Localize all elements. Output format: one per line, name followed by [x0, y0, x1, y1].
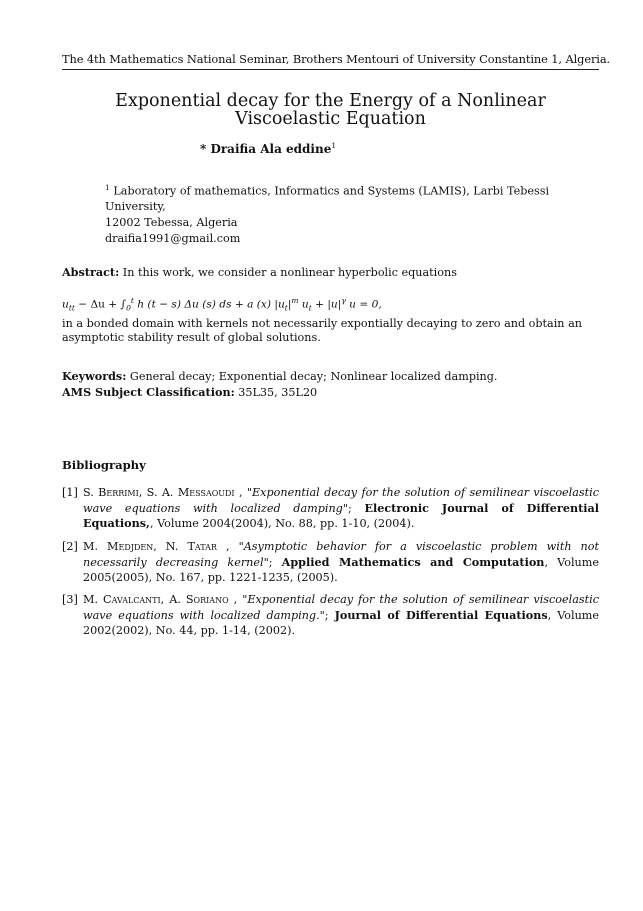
ams-text: 35L35, 35L20	[238, 385, 318, 399]
eq-sup: m	[291, 295, 299, 305]
bib-mid: ;	[324, 608, 335, 622]
bib-entry	[62, 486, 599, 532]
bib-number: [3]	[62, 593, 78, 607]
bib-details: , Volume 2002(2002), No. 44, pp. 1-14, (2002).	[83, 608, 600, 637]
eq-part: h (t − s) Δu (s) ds + a (x) |u	[133, 298, 285, 311]
bib-mid: ;	[268, 555, 282, 569]
affiliation-line-2: 12002 Tebessa, Algeria	[105, 215, 238, 229]
bib-details: , Volume 2005(2005), No. 167, pp. 1221-1235, (2005).	[83, 555, 599, 584]
title-line-1: Exponential decay for the Energy of a Nonlinear	[115, 91, 546, 111]
bib-authors: M. Cavalcanti, A. Soriano	[83, 593, 229, 607]
bibliography-heading: Bibliography	[62, 458, 146, 472]
affiliation-institution: Laboratory of mathematics, Informatics and Systems (LAMIS), Larbi Tebessi University,	[105, 184, 550, 214]
eq-part: u	[298, 298, 309, 311]
eq-part: − Δu + ∫	[74, 298, 127, 311]
eq-sup: γ	[341, 295, 346, 305]
abstract-intro: In this work, we consider a nonlinear hyperbolic equations	[122, 266, 457, 279]
keywords-label: Keywords:	[62, 369, 127, 383]
keywords-block	[62, 369, 599, 400]
main-equation	[62, 294, 599, 316]
bib-separator: ,	[216, 540, 239, 554]
bib-entry	[62, 540, 599, 585]
abstract	[62, 265, 599, 346]
eq-sub: tt	[68, 303, 75, 313]
bib-separator: ,	[234, 486, 247, 499]
bib-title: "Exponential decay for the solution of semilinear viscoelastic wave equations with localized damping"	[83, 486, 600, 515]
bib-number: [1]	[62, 486, 78, 499]
bib-mid: ;	[348, 501, 365, 515]
eq-part: u	[62, 298, 69, 311]
bib-journal: Journal of Differential Equations	[334, 607, 548, 622]
affiliation-email: draifia1991@gmail.com	[105, 231, 241, 245]
keywords-line	[62, 369, 599, 385]
header-rule	[62, 69, 599, 70]
ams-label: AMS Subject Classification:	[62, 384, 235, 399]
affiliation-mark: 1	[105, 183, 110, 192]
eq-int-upper: t	[130, 295, 134, 305]
bib-authors: M. Medjden, N. Tatar	[83, 540, 217, 554]
eq-sub: t	[284, 303, 288, 313]
eq-part: u = 0,	[345, 298, 382, 311]
eq-sub: t	[308, 303, 312, 313]
keywords-text: General decay; Exponential decay; Nonlinear localized damping.	[129, 370, 498, 383]
bib-entry	[62, 593, 599, 638]
eq-int-lower: 0	[126, 303, 131, 313]
bib-separator: ,	[228, 593, 243, 607]
ams-line	[62, 385, 599, 401]
abstract-intro-line	[62, 265, 599, 281]
bib-number: [2]	[62, 540, 78, 554]
bib-details: , Volume 2004(2004), No. 88, pp. 1-10, (2004).	[149, 517, 415, 531]
bib-journal: Electronic Journal of Differential Equations,	[83, 500, 599, 531]
author-text: * Draifia Ala eddine	[200, 142, 332, 156]
bibliography-list	[62, 486, 599, 646]
abstract-label: Abstract:	[62, 265, 120, 279]
abstract-body: in a bonded domain with kernels not necessarily expontially decaying to zero and obtain an asymptotic stability result of global solutions.	[62, 316, 582, 345]
eq-part: + |u|	[311, 298, 342, 311]
running-header: The 4th Mathematics National Seminar, Brothers Mentouri of University Constantine 1, Algeria.	[62, 52, 611, 66]
title-line-2: Viscoelastic Equation	[235, 109, 426, 129]
bib-journal: Applied Mathematics and Computation	[281, 554, 545, 569]
bib-title: "Asymptotic behavior for a viscoelastic problem with not necessarily decreasing kernel"	[83, 540, 599, 569]
bib-title: "Exponential decay for the solution of semilinear viscoelastic wave equations with localized damping."	[83, 593, 599, 622]
eq-part: |	[287, 298, 292, 311]
affiliation-line-1	[105, 180, 585, 215]
bib-authors: S. Berrimi, S. A. Messaoudi	[83, 486, 235, 499]
affiliation-block	[105, 180, 585, 246]
author-affiliation-mark: 1	[331, 141, 337, 150]
author-name	[200, 141, 336, 156]
paper-title	[62, 92, 599, 128]
